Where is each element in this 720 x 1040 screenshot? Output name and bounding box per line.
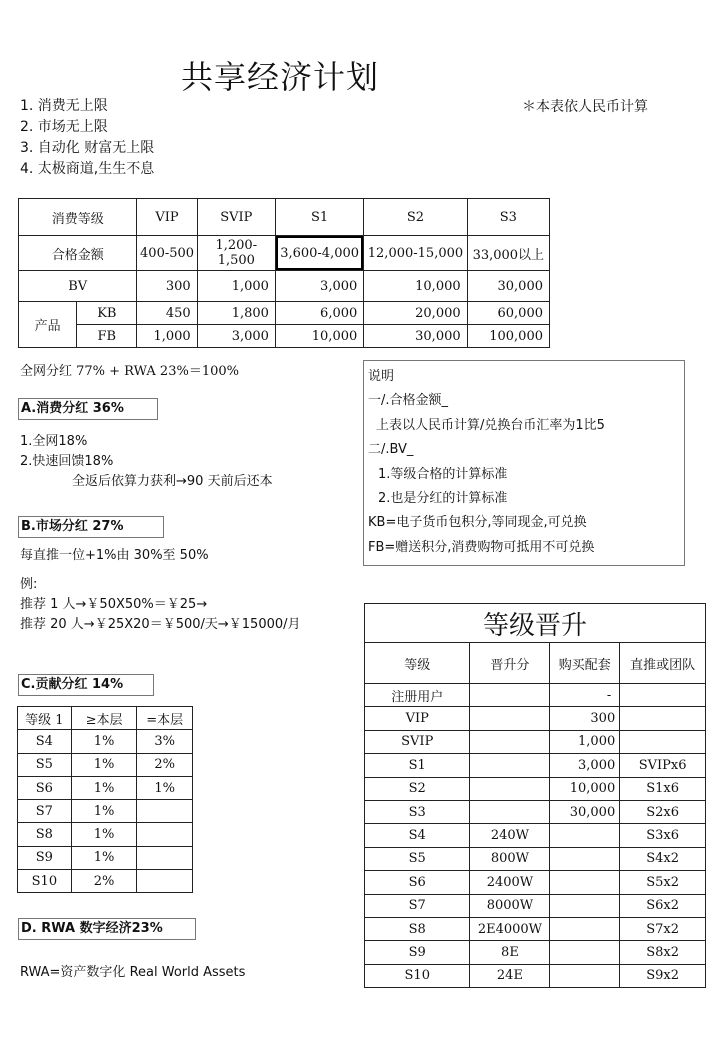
table-cell [620,707,706,730]
explanation-line: 2.也是分红的计算标准 [378,491,508,507]
table-cell: 300 [137,271,197,302]
table-cell: - [550,684,620,707]
table-cell: S7 [18,800,72,823]
table-row [365,964,706,987]
table-cell: S7x2 [620,917,706,940]
header-cell: 购买配套 [550,643,620,684]
explanation-box [363,360,685,566]
table-row [18,800,193,823]
table-cell [550,871,620,894]
section-b-line: 每直推一位+1%由 30%至 50% [20,548,209,563]
table-cell: 1% [71,823,137,846]
table-row [18,753,193,776]
table-cell: 1% [137,776,193,799]
table-cell: 1,000 [550,730,620,753]
intro-item: 2. 市场无上限 [20,119,108,135]
table-cell [470,730,550,753]
row-label: BV [19,271,137,302]
header-cell: VIP [137,199,197,236]
header-cell: 等级 [365,643,470,684]
header-cell: S1 [275,199,363,236]
section-a-sub: 全返后依算力获利→90 天前后还本 [72,474,273,489]
level-table [18,198,550,348]
section-a-line: 1.全网18% [20,434,88,449]
table-cell: 3,000 [550,754,620,777]
table-cell [137,800,193,823]
header-cell: S2 [364,199,467,236]
table-cell [550,941,620,964]
table-cell: 450 [137,302,197,325]
header-cell: S3 [467,199,549,236]
explanation-line: 二/.BV_ [368,442,414,458]
table-row [365,800,706,823]
intro-item: 3. 自动化 财富无上限 [20,140,155,156]
table-cell [470,754,550,777]
table-cell: S6 [365,871,470,894]
table-cell: 24E [470,964,550,987]
table-cell: 240W [470,824,550,847]
table-row [365,824,706,847]
table-cell: 1,000 [137,325,197,348]
table-row [365,707,706,730]
table-cell [137,846,193,869]
header-cell: 等级 1 [18,707,72,730]
table-cell: 10,000 [364,271,467,302]
promotion-title: 等级晋升 [365,604,706,643]
table-cell [620,730,706,753]
header-cell: SVIP [197,199,275,236]
table-cell: 8000W [470,894,550,917]
table-cell [137,823,193,846]
table-cell [620,684,706,707]
table-cell: 2% [71,870,137,893]
table-row [365,847,706,870]
header-cell: 直推或团队 [620,643,706,684]
explanation-line: 1.等级合格的计算标准 [378,466,508,482]
table-row [18,823,193,846]
section-b-heading: B.市场分红 27% [18,516,164,538]
currency-note: ＊本表依人民币计算 [522,99,648,115]
table-cell: S7 [365,894,470,917]
table-cell [550,964,620,987]
table-cell: S6 [18,776,72,799]
table-cell: 30,000 [550,800,620,823]
table-cell: 3,000 [197,325,275,348]
table-cell [470,777,550,800]
table-cell: SVIP [365,730,470,753]
table-cell [470,684,550,707]
table-cell: S10 [18,870,72,893]
table-cell: 1% [71,846,137,869]
table-cell: S4 [365,824,470,847]
table-cell: S5x2 [620,871,706,894]
table-cell: 1% [71,800,137,823]
table-cell [550,894,620,917]
table-cell: 1% [71,730,137,753]
header-cell: =本层 [137,707,193,730]
table-cell: S3 [365,800,470,823]
section-d-line: RWA=资产数字化 Real World Assets [20,965,246,980]
table-cell: S9x2 [620,964,706,987]
row-label: 合格金额 [19,236,137,271]
contribution-table [17,706,193,893]
table-cell: S10 [365,964,470,987]
table-cell [470,707,550,730]
table-cell: S5 [365,847,470,870]
section-a-line: 2.快速回馈18% [20,454,114,469]
table-cell: 2400W [470,871,550,894]
promotion-table [364,603,706,988]
table-cell: 30,000 [364,325,467,348]
table-row [18,730,193,753]
section-a-body [20,432,273,492]
example-line: 推荐 20 人→￥25X20＝￥500/天→￥15000/月 [20,617,301,632]
table-cell [550,847,620,870]
example-label: 例: [20,577,38,592]
table-cell: 8E [470,941,550,964]
table-cell: S9 [18,846,72,869]
table-cell: 30,000 [467,271,549,302]
table-cell: S8x2 [620,941,706,964]
page-title: 共享经济计划 [180,58,379,96]
header-cell: 消费等级 [19,199,137,236]
table-cell: 12,000-15,000 [364,236,467,271]
table-cell: 10,000 [550,777,620,800]
table-cell: 400-500 [137,236,197,271]
explanation-line: FB=赠送积分,消费购物可抵用不可兑换 [368,539,595,555]
table-cell: 10,000 [275,325,363,348]
section-d-heading: D. RWA 数字经济23% [18,918,196,940]
table-cell: VIP [365,707,470,730]
table-cell: S3x6 [620,824,706,847]
table-row [365,917,706,940]
table-cell: 2% [137,753,193,776]
section-b-examples [20,575,301,635]
table-cell [470,800,550,823]
table-cell: 6,000 [275,302,363,325]
table-cell: S2x6 [620,800,706,823]
header-cell: 晋升分 [470,643,550,684]
table-cell: 2E4000W [470,917,550,940]
section-c-heading: C.贡献分红 14% [18,674,154,696]
table-cell [550,824,620,847]
table-cell: S1x6 [620,777,706,800]
explanation-line: 上表以人民币计算/兑换台币汇率为1比5 [376,417,605,433]
intro-list [20,96,154,180]
table-cell: 20,000 [364,302,467,325]
table-cell: 1% [71,753,137,776]
table-row [365,894,706,917]
explanation-title: 说明 [368,369,395,384]
table-cell [137,870,193,893]
table-cell [550,917,620,940]
table-cell: S8 [18,823,72,846]
table-cell: 1,000 [197,271,275,302]
example-line: 推荐 1 人→￥50X50%＝￥25→ [20,597,208,612]
table-cell: S6x2 [620,894,706,917]
table-row [365,684,706,707]
table-row [365,730,706,753]
table-cell: 1% [71,776,137,799]
intro-item: 4. 太极商道,生生不息 [20,161,155,177]
row-label: 产品 [19,302,77,348]
table-cell: 300 [550,707,620,730]
table-cell: S2 [365,777,470,800]
table-row [365,941,706,964]
table-row [365,754,706,777]
explanation-line: 一/.合格金额_ [368,393,449,409]
table-row [18,776,193,799]
table-cell: 1,800 [197,302,275,325]
table-cell: 60,000 [467,302,549,325]
table-cell: S4x2 [620,847,706,870]
table-cell: 100,000 [467,325,549,348]
table-cell: 1,200-1,500 [197,236,275,271]
table-row [18,870,193,893]
formula: 全网分红 77% + RWA 23%＝100% [20,364,239,379]
table-row [365,871,706,894]
header-cell: ≥本层 [71,707,137,730]
table-row [18,846,193,869]
table-cell: S9 [365,941,470,964]
table-cell: S8 [365,917,470,940]
table-cell: S5 [18,753,72,776]
row-label: FB [77,325,137,348]
table-cell: 3,000 [275,271,363,302]
table-cell: SVIPx6 [620,754,706,777]
table-cell: 800W [470,847,550,870]
table-cell: 3,600-4,000 [275,236,363,271]
table-cell: 注册用户 [365,684,470,707]
table-row [365,777,706,800]
section-a-heading: A.消费分红 36% [18,398,158,420]
row-label: KB [77,302,137,325]
table-cell: S1 [365,754,470,777]
table-cell: S4 [18,730,72,753]
table-cell: 3% [137,730,193,753]
table-cell: 33,000以上 [467,236,549,271]
intro-item: 1. 消费无上限 [20,98,108,114]
explanation-line: KB=电子货币包积分,等同现金,可兑换 [368,515,587,531]
